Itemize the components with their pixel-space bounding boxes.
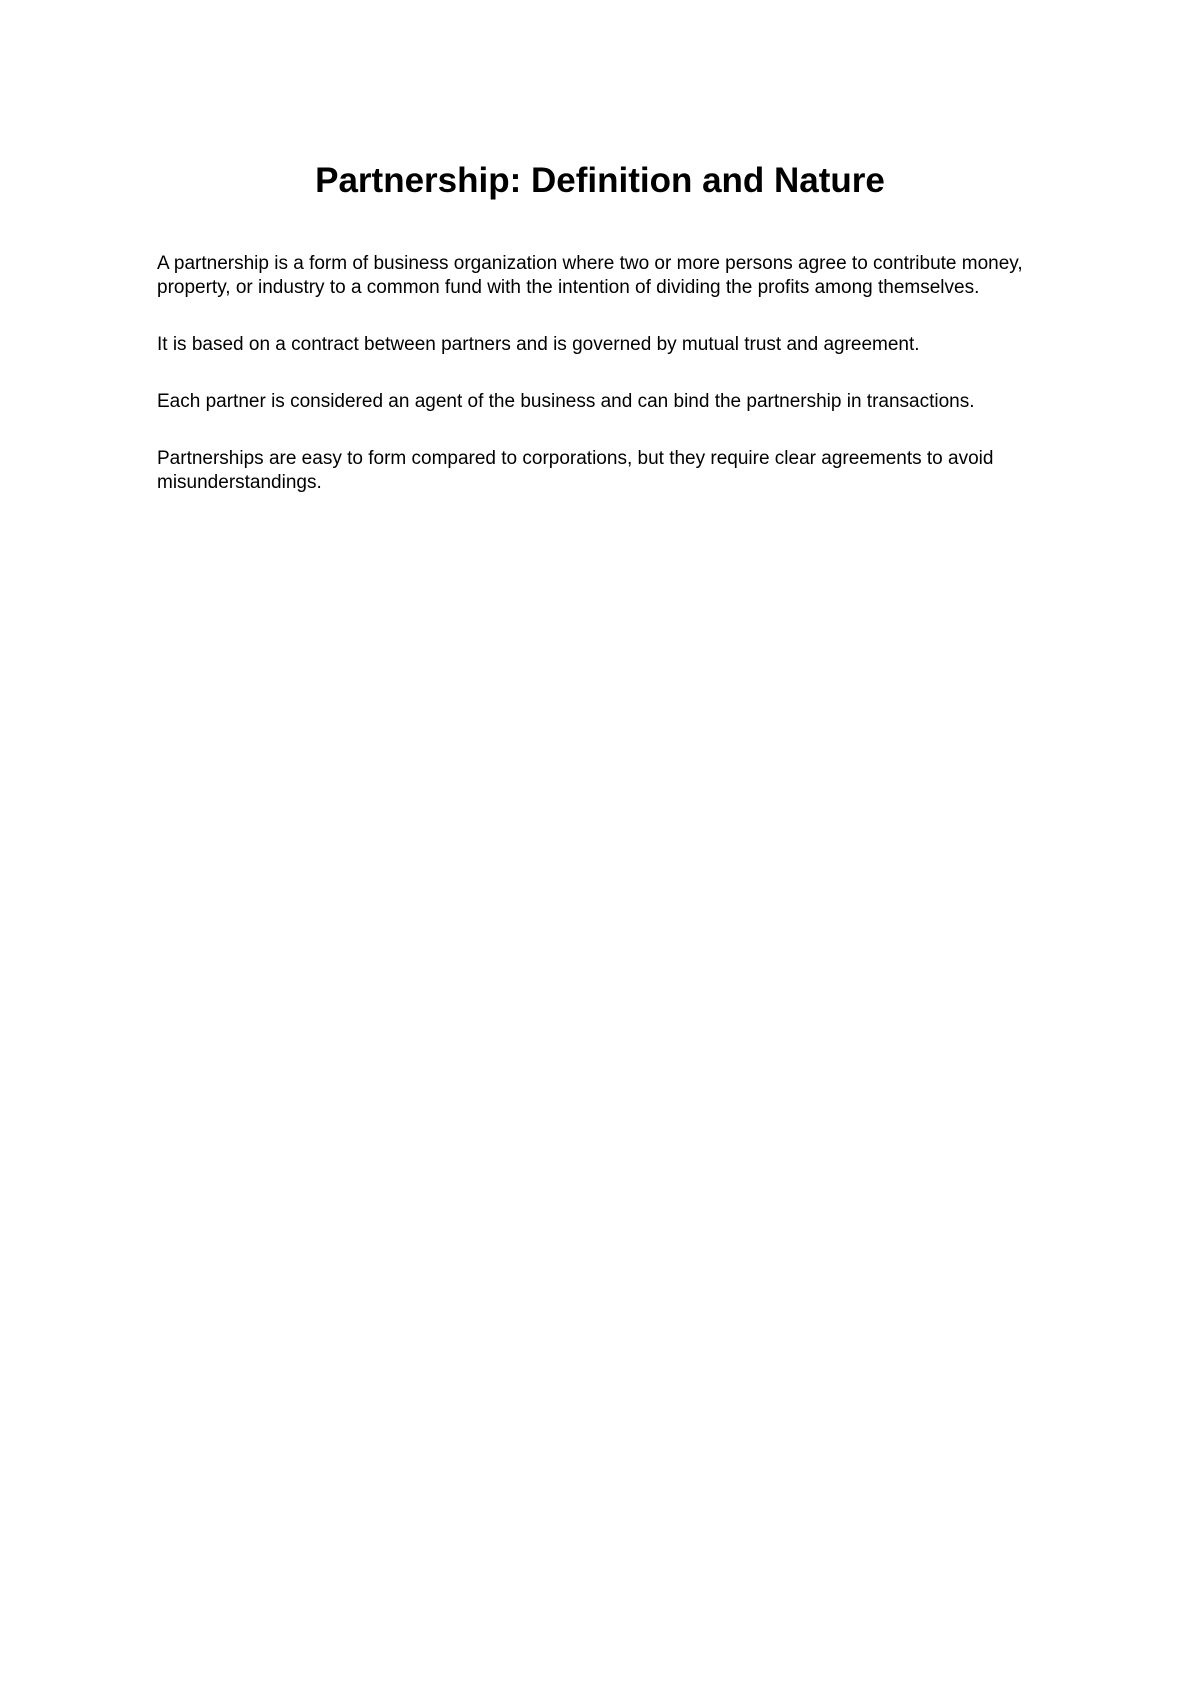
document-body xyxy=(157,252,1057,528)
page-title: Partnership: Definition and Nature xyxy=(315,161,885,200)
paragraph-contract-basis: It is based on a contract between partners and is governed by mutual trust and agreement. xyxy=(157,334,920,355)
paragraph-agency: Each partner is considered an agent of the business and can bind the partnership in transactions. xyxy=(157,391,975,412)
paragraph-formation: Partnerships are easy to form compared to corporations, but they require clear agreements to avoid misunderstandings. xyxy=(157,448,994,493)
paragraph-definition: A partnership is a form of business organization where two or more persons agree to contribute money, property, or industry to a common fund with the intention of dividing the profits among themselves. xyxy=(157,253,1023,298)
